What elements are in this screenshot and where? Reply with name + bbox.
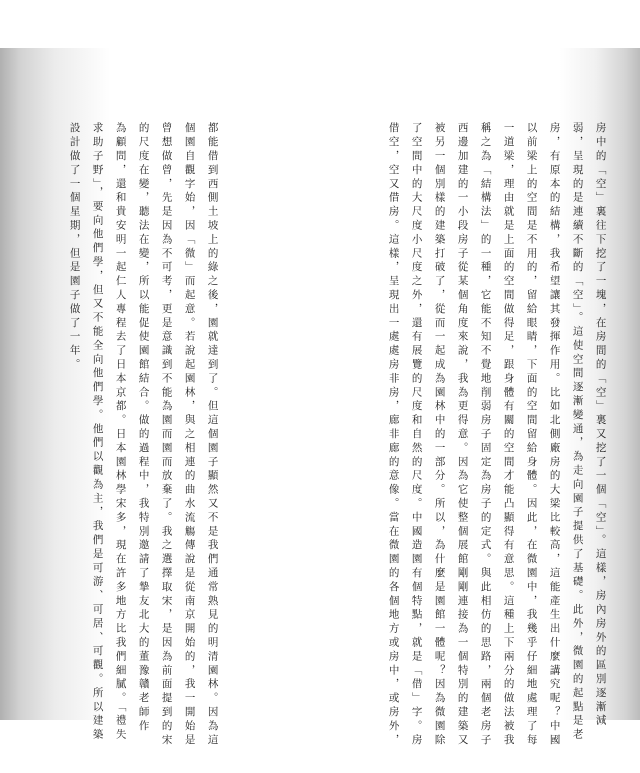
left-page-line-5: 為顧問，還和貴安明一起仁人專程去了日本京都。日本園林學宋多，現在許多地方比我們細膩。「禮失 xyxy=(114,122,127,743)
right-page-line-3: 房，有原本的結構，我希望讓其發揮作用。比如北側廠房的大梁比較高，這能產生出什麼講究呢？中國 xyxy=(548,122,561,748)
left-page-line-7: 設計做了一個星期，但是園子做了一年。 xyxy=(68,122,81,373)
right-page-line-10: 借空，空又借房。這樣，呈現出一處處房非房，廊非廊的意像。當在微園的各個地方或房中，或房外， xyxy=(387,122,400,748)
left-page-line-3: 曾想做曾，先是因為不可考，更是意識到不能為園而園而放棄了。我之選擇取宋，是因為前面提到的宋 xyxy=(160,122,173,748)
left-page-line-1: 都能借到西側土坡上的綠之後，園就達到了。但這個園子顯然又不是我們通常熟見的明清園林。因為這 xyxy=(206,122,219,748)
book-page xyxy=(0,48,640,748)
right-page-line-8: 被另一個別樣的建築打破了，從而一起成為園林中的一部分。所以，為什麼是園館一體呢？因為微園除 xyxy=(433,122,446,748)
right-page-line-7: 西邊加建的一小段房子從某個角度來說，我為更得意。因為它使整個展館剛剛連接為一個特別的建築又 xyxy=(456,122,469,748)
right-page-line-9: 了空間中的大尺度小尺度之外，還有展覽的尺度和自然的尺度。中國造園有個特點，就是「借」字。房 xyxy=(410,122,423,748)
right-page-line-6: 稱之為「結構法」的一種，它能不知不覺地削弱房子固定為房子的定式。與此相仿的思路，兩個老房子 xyxy=(479,122,492,748)
left-page-line-4: 的尺度在變，聽法在變，所以能促使園館結合。做的過程中，我特別邀請了摯友北大的董豫贛老師作 xyxy=(137,122,150,734)
right-page-line-2: 弱，呈現的是連續不斷的「空」。這使空間逐漸變通，為走向園子提供了基礎。此外，微園的起點是老 xyxy=(571,122,584,743)
right-page-line-1: 房中的「空」裏往下挖了一塊，在房間的「空」裏又挖了一個「空」。這樣，房內房外的區別逐漸減 xyxy=(594,122,607,729)
right-page-line-4: 以前梁上的空間是不用的，留給眼睛，下面的空間留給身體。因此，在微園中，我幾乎仔細地處理了每 xyxy=(525,122,538,748)
right-page-line-5: 一道梁，理由就是上面的空間做得足，跟身體有關的空間才能凸顯得有意思。這種上下兩分的做法被我 xyxy=(502,122,515,748)
left-page-line-2: 個園自觀字始，因「微」而起意。若說起園林，與之相連的曲水流觴傳說是從南京開始的，我一開始是 xyxy=(183,122,196,748)
left-page-line-6: 求助子野」，要向他們學，但又不能全向他們學。他們以觀為主，我們是可游、可居、可觀。所以建築 xyxy=(91,122,104,743)
